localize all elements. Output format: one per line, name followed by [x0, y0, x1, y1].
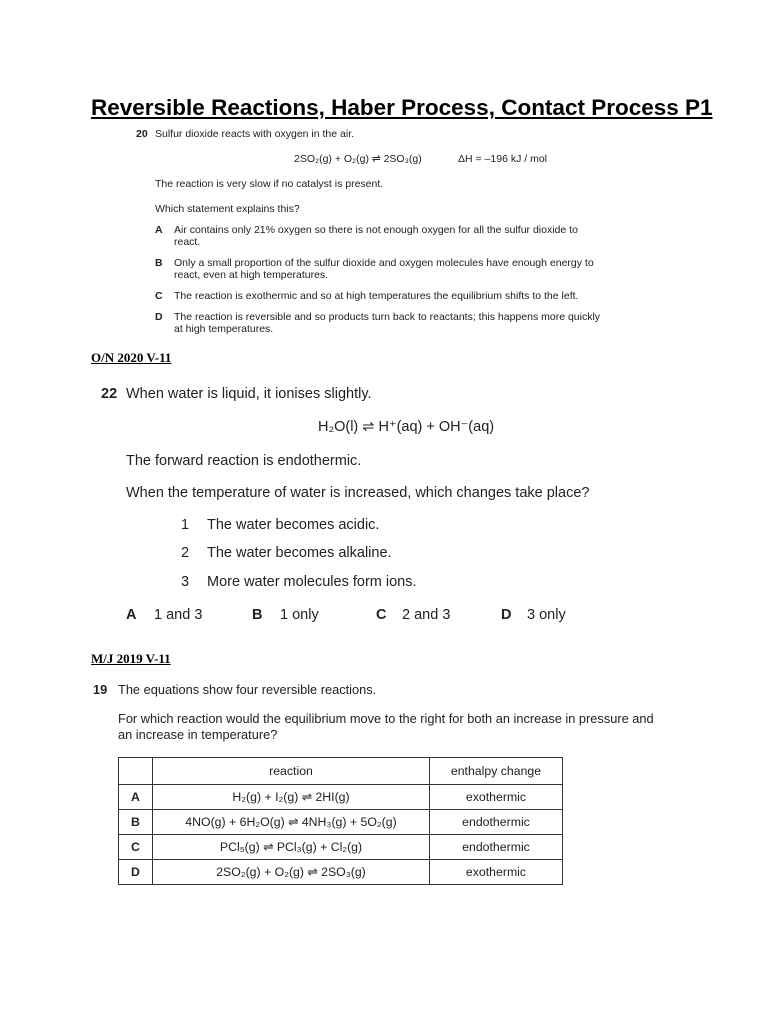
- question-stem: When water is liquid, it ionises slightly.: [126, 386, 372, 402]
- question-note: The reaction is very slow if no catalyst is present.: [155, 178, 384, 190]
- row-enthalpy-change: endothermic: [430, 810, 563, 835]
- source-label: M/J 2019 V-11: [91, 651, 171, 666]
- question-number: 19: [93, 682, 108, 697]
- reaction-equation: H₂O(l) ⇌ H⁺(aq) + OH⁻(aq): [318, 419, 495, 435]
- reaction-equation: 2SO₂(g) + O₂(g) ⇌ 2SO₃(g): [294, 153, 422, 165]
- statement-text: More water molecules form ions.: [207, 574, 417, 590]
- table-header-cell: [119, 758, 153, 785]
- answer-letter: C: [376, 607, 387, 623]
- source-label: O/N 2020 V-11: [91, 350, 172, 365]
- table-row: [119, 810, 563, 835]
- option-text: The reaction is reversible and so products turn back to reactants; this happens more quickly: [174, 311, 601, 323]
- option-letter: C: [155, 290, 163, 302]
- statement-text: The water becomes acidic.: [207, 517, 380, 533]
- statement-text: The water becomes alkaline.: [207, 545, 392, 561]
- reactions-table: [118, 757, 563, 885]
- statement-number: 1: [181, 517, 190, 533]
- table-header-cell: reaction: [153, 758, 430, 785]
- row-letter: A: [119, 785, 153, 810]
- option-text: react.: [174, 236, 201, 248]
- row-letter: D: [119, 860, 153, 885]
- answer-letter: A: [126, 607, 137, 623]
- option-text: Only a small proportion of the sulfur dioxide and oxygen molecules have enough energy to: [174, 257, 594, 269]
- question-stem: The equations show four reversible reactions.: [118, 682, 377, 697]
- answer-text: 1 only: [280, 607, 319, 623]
- row-reaction: 4NO(g) + 6H₂O(g) ⇌ 4NH₃(g) + 5O₂(g): [153, 810, 430, 835]
- question-prompt: When the temperature of water is increased, which changes take place?: [126, 485, 590, 501]
- option-letter: B: [155, 257, 163, 269]
- question-prompt: an increase in temperature?: [118, 727, 278, 742]
- row-letter: B: [119, 810, 153, 835]
- option-letter: D: [155, 311, 163, 323]
- question-number: 20: [136, 128, 148, 140]
- answer-letter: B: [252, 607, 263, 623]
- question-note: The forward reaction is endothermic.: [126, 453, 362, 469]
- option-text: The reaction is exothermic and so at high temperatures the equilibrium shifts to the left.: [174, 290, 579, 302]
- row-enthalpy-change: endothermic: [430, 835, 563, 860]
- answer-text: 1 and 3: [154, 607, 203, 623]
- statement-number: 2: [181, 545, 190, 561]
- option-letter: A: [155, 224, 163, 236]
- answer-text: 3 only: [527, 607, 566, 623]
- table-row: [119, 860, 563, 885]
- answer-text: 2 and 3: [402, 607, 451, 623]
- row-enthalpy-change: exothermic: [430, 860, 563, 885]
- row-enthalpy-change: exothermic: [430, 785, 563, 810]
- row-reaction: H₂(g) + I₂(g) ⇌ 2HI(g): [153, 785, 430, 810]
- row-letter: C: [119, 835, 153, 860]
- row-reaction: 2SO₂(g) + O₂(g) ⇌ 2SO₃(g): [153, 860, 430, 885]
- question-stem: Sulfur dioxide reacts with oxygen in the air.: [155, 128, 355, 140]
- answer-letter: D: [501, 607, 512, 623]
- option-text: at high temperatures.: [174, 323, 274, 335]
- table-header-row: [119, 758, 563, 785]
- option-text: react, even at high temperatures.: [174, 269, 329, 281]
- page-title: Reversible Reactions, Haber Process, Contact Process P1: [91, 95, 713, 120]
- option-text: Air contains only 21% oxygen so there is not enough oxygen for all the sulfur dioxide to: [174, 224, 578, 236]
- statement-number: 3: [181, 574, 190, 590]
- question-number: 22: [101, 386, 118, 402]
- question-prompt: Which statement explains this?: [155, 203, 300, 215]
- table-row: [119, 785, 563, 810]
- table-row: [119, 835, 563, 860]
- question-prompt: For which reaction would the equilibrium move to the right for both an increase in pressure and: [118, 711, 654, 726]
- enthalpy-value: ΔH = –196 kJ / mol: [458, 153, 548, 165]
- table-header-cell: enthalpy change: [430, 758, 563, 785]
- row-reaction: PCl₅(g) ⇌ PCl₃(g) + Cl₂(g): [153, 835, 430, 860]
